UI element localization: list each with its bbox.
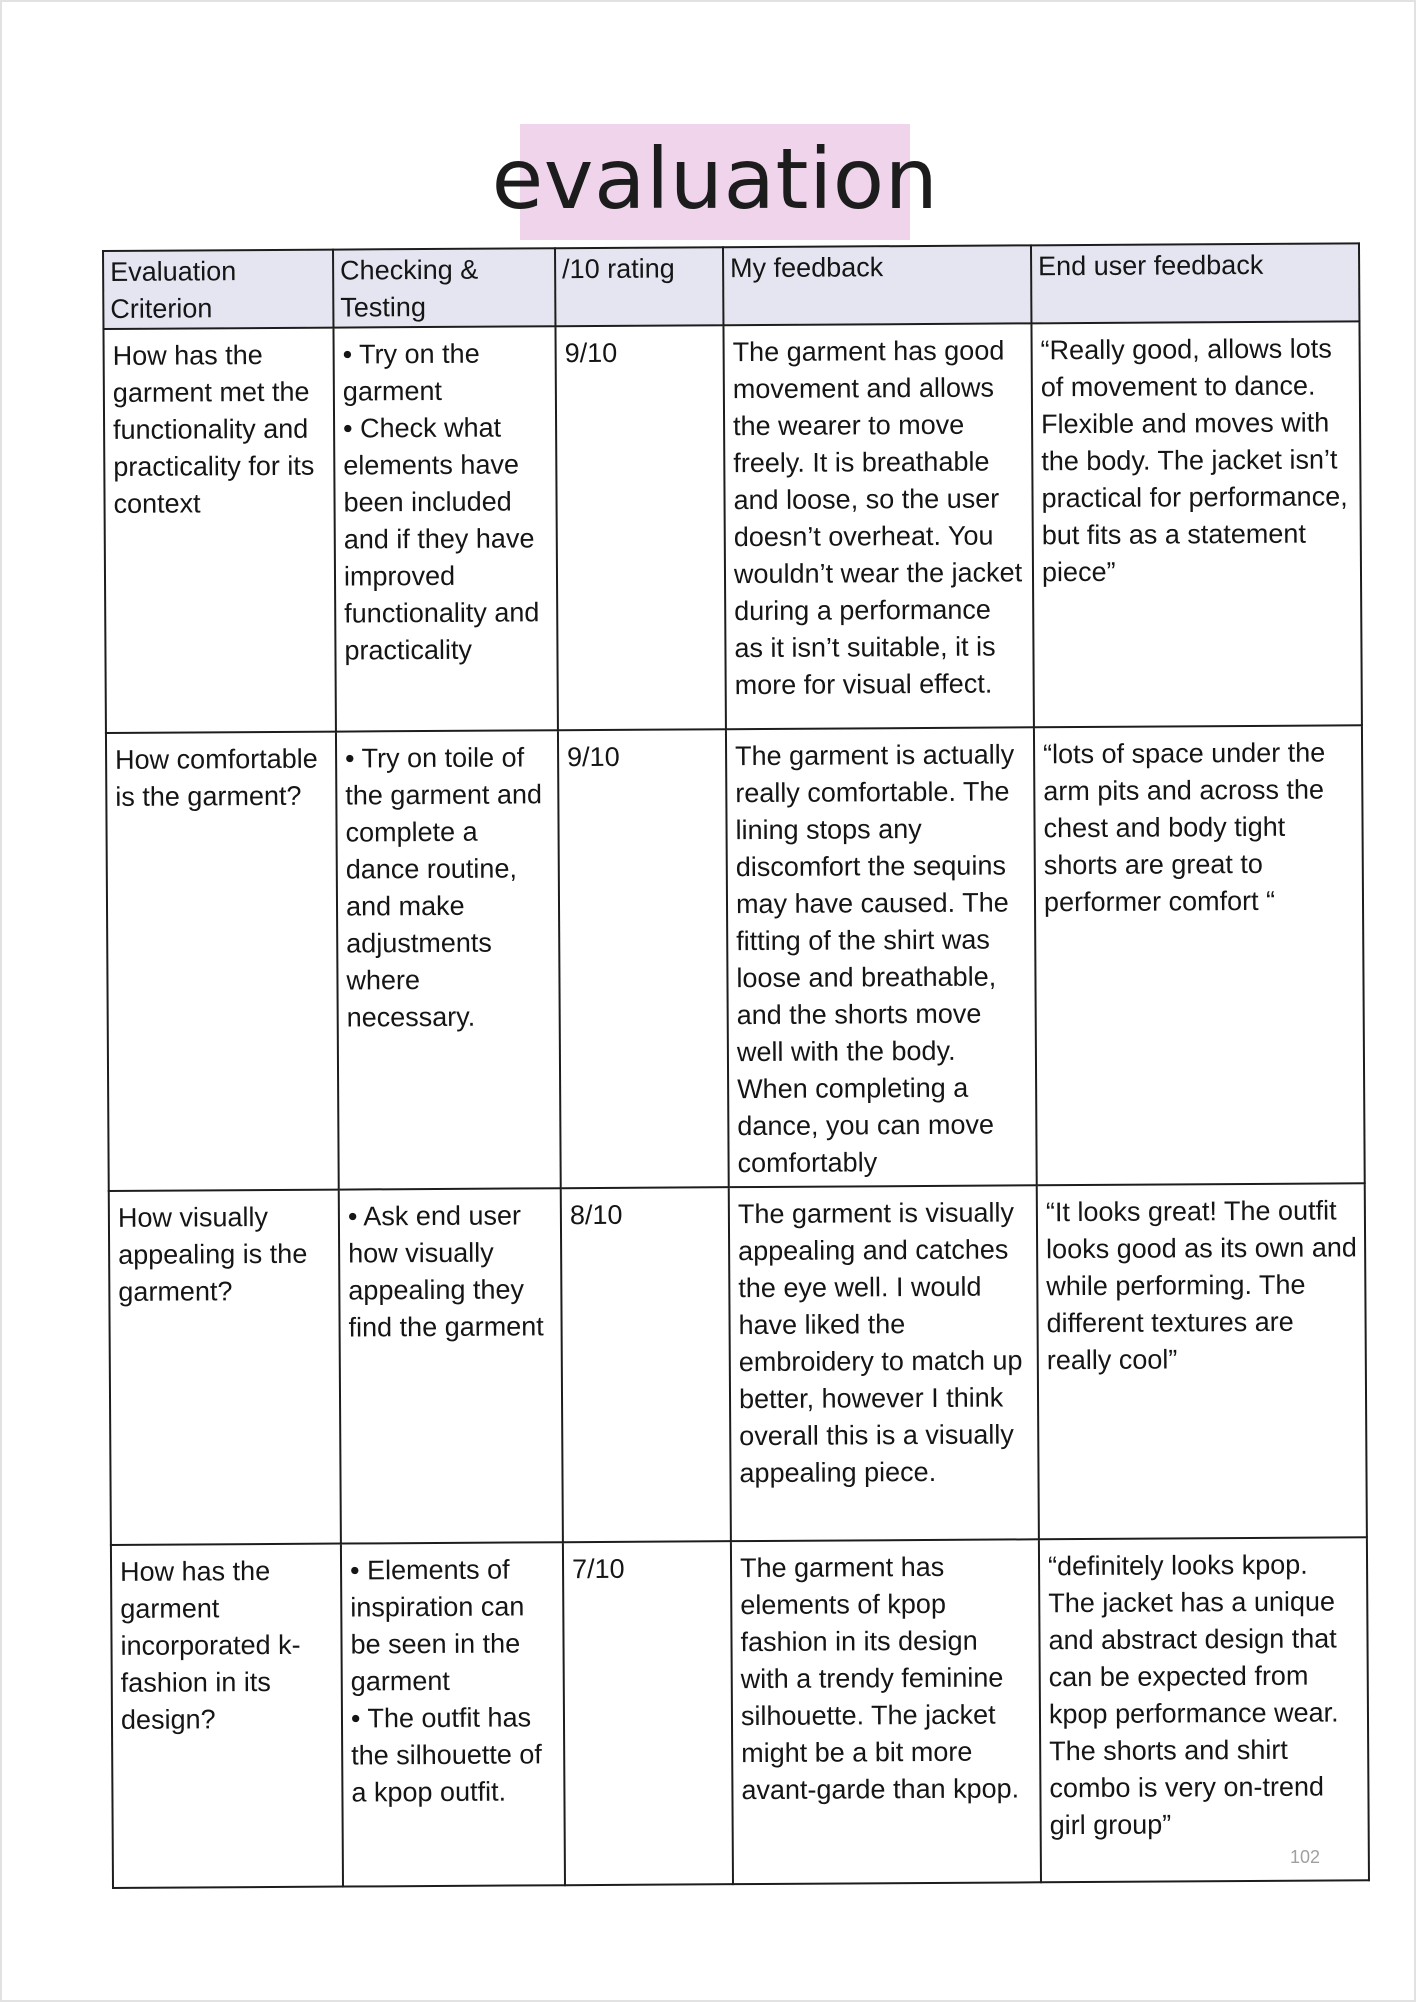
criterion-cell: How comfortable is the garment? <box>106 732 339 1191</box>
end-user-feedback-cell: “Really good, allows lots of movement to dance. Flexible and moves with the body. The jacket isn’t practical for performance, but fits as a statement piece” <box>1031 321 1361 727</box>
checking-cell <box>336 730 561 1189</box>
header-end-user-feedback: End user feedback <box>1031 243 1359 323</box>
evaluation-table-container <box>102 242 1368 1865</box>
checking-item: • Check what elements have been included and if they have improved functionality and practicality <box>343 412 540 666</box>
header-row <box>103 243 1359 329</box>
checking-item: • Ask end user how visually appealing they find the garment <box>347 1200 544 1343</box>
my-feedback-cell: The garment is visually appealing and catches the eye well. I would have liked the embroidery to match up better, however I think overall this is a visually appealing piece. <box>729 1185 1039 1541</box>
rating-cell: 9/10 <box>555 325 725 730</box>
checking-item: • Try on toile of the garment and complete a dance routine, and make adjustments where necessary. <box>345 742 543 1033</box>
my-feedback-cell: The garment is actually really comfortable. The lining stops any discomfort the sequins may have caused. The fitting of the shirt was loose and breathable, and the shorts move well with the body. When completing a dance, you can move comfortably <box>726 727 1037 1187</box>
header-criterion: Evaluation Criterion <box>103 250 333 329</box>
rating-cell: 8/10 <box>561 1187 731 1542</box>
checking-cell <box>341 1542 565 1886</box>
criterion-cell: How has the garment met the functionality and practicality for its context <box>103 328 335 733</box>
criterion-cell: How visually appealing is the garment? <box>109 1190 341 1545</box>
end-user-feedback-cell: “lots of space under the arm pits and across the chest and body tight shorts are great to performer comfort “ <box>1034 725 1365 1185</box>
checking-cell <box>339 1188 563 1543</box>
header-my-feedback: My feedback <box>723 245 1031 325</box>
checking-item: • Elements of inspiration can be seen in the garment <box>349 1554 525 1697</box>
header-rating: /10 rating <box>555 247 723 326</box>
table-row <box>109 1183 1367 1545</box>
rating-cell: 9/10 <box>558 729 729 1188</box>
checking-cell <box>333 326 557 731</box>
table-row <box>106 725 1365 1191</box>
table-row <box>103 321 1361 733</box>
title-highlight <box>491 124 939 240</box>
evaluation-table <box>102 242 1370 1889</box>
table-row <box>111 1537 1369 1888</box>
my-feedback-cell: The garment has good movement and allows the wearer to move freely. It is breathable and loose, so the user doesn’t overheat. You wouldn’t wear the jacket during a performance as it isn’t suitable, it is more for visual effect. <box>723 323 1033 729</box>
page-number: 102 <box>1290 1847 1321 1867</box>
checking-item: • Try on the garment <box>342 338 480 407</box>
rating-cell: 7/10 <box>563 1541 733 1885</box>
end-user-feedback-cell: “definitely looks kpop. The jacket has a unique and abstract design that can be expected from kpop performance wear. The shorts and shirt combo is very on-trend girl group” <box>1039 1537 1369 1882</box>
page-title: evaluation <box>491 130 939 228</box>
checking-item: • The outfit has the silhouette of a kpop outfit. <box>350 1702 542 1808</box>
criterion-cell: How has the garment incorporated k-fashion in its design? <box>111 1544 343 1888</box>
my-feedback-cell: The garment has elements of kpop fashion in its design with a trendy feminine silhouette. The jacket might be a bit more avant-garde than kpop. <box>731 1539 1041 1884</box>
header-checking: Checking & Testing <box>333 248 555 327</box>
end-user-feedback-cell: “It looks great! The outfit looks good as its own and while performing. The different textures are really cool” <box>1037 1183 1367 1539</box>
